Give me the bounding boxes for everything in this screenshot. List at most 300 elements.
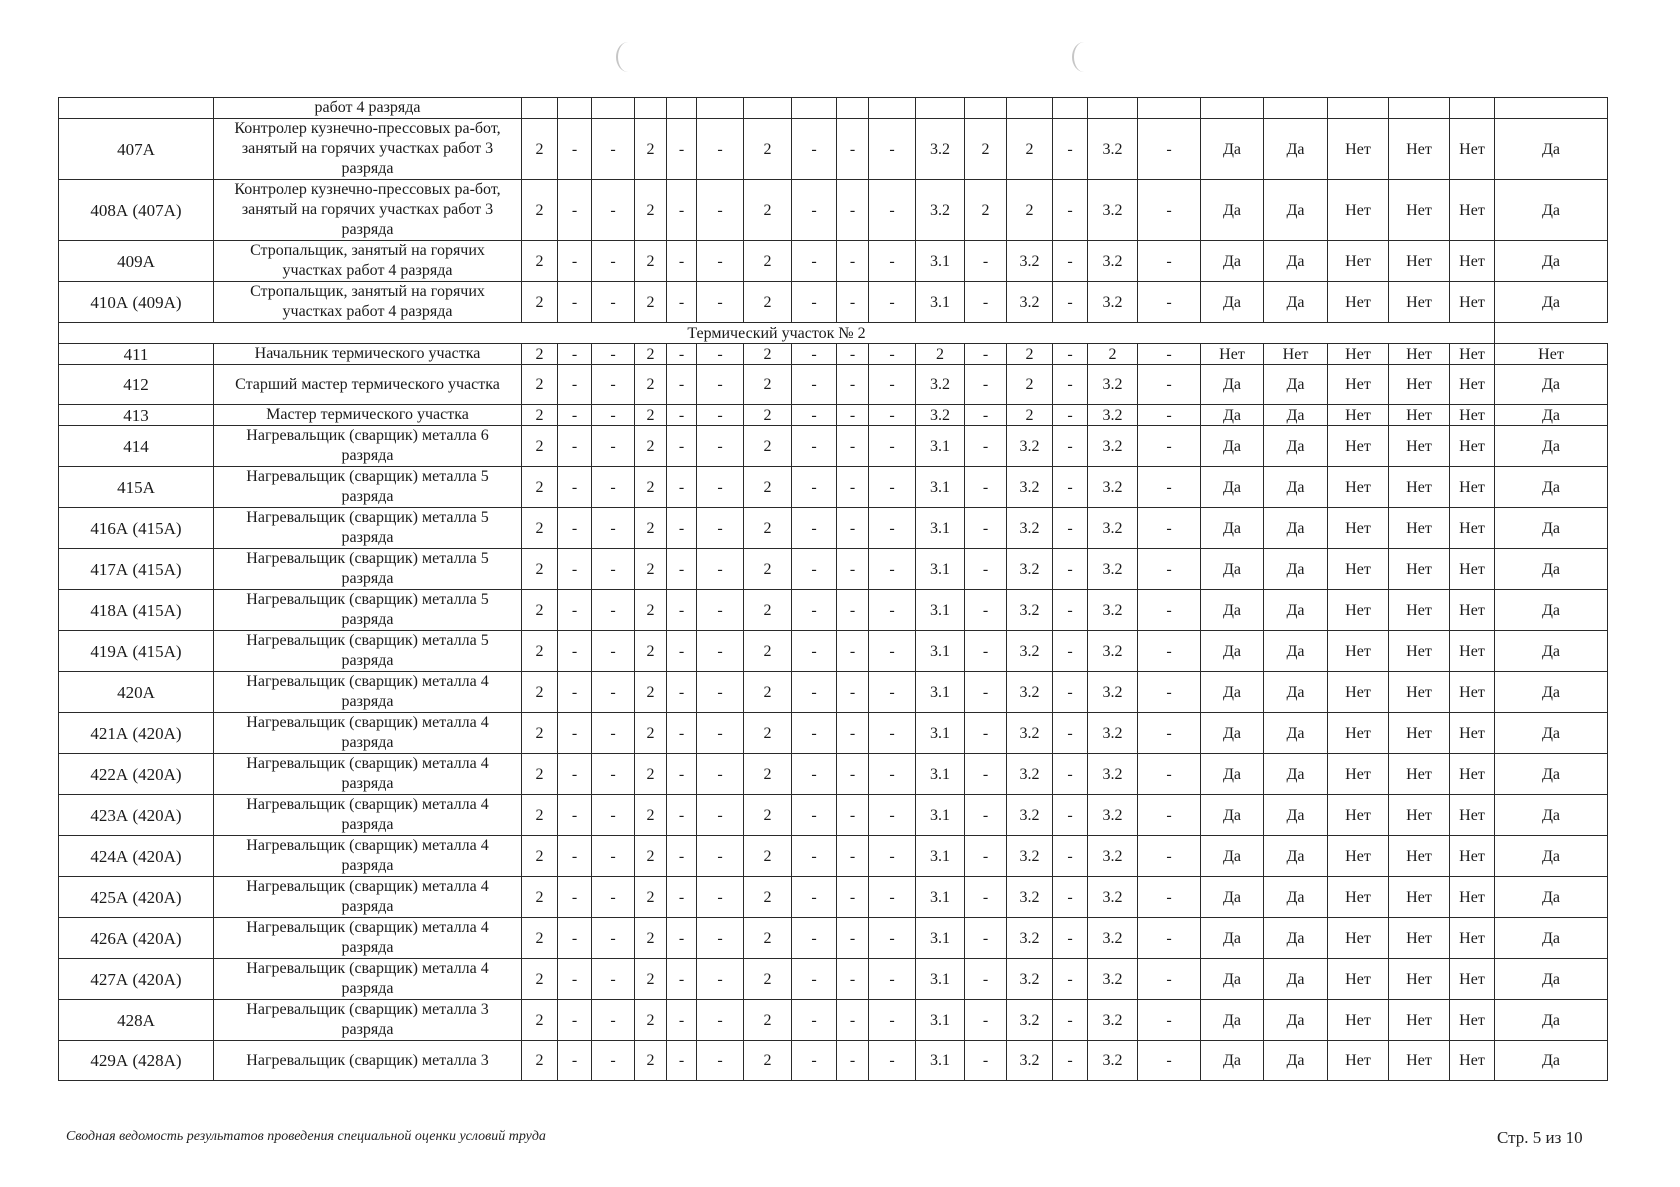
class-value-cell: - [837, 549, 869, 590]
class-value-cell: 3.2 [1007, 918, 1053, 959]
yes-no-cell: Да [1264, 426, 1328, 467]
class-value-cell: 3.1 [916, 877, 965, 918]
yes-no-cell: Нет [1495, 344, 1608, 365]
yes-no-cell [1389, 98, 1450, 119]
class-value-cell: - [837, 1041, 869, 1081]
class-value-cell: - [837, 282, 869, 323]
class-value-cell: 3.2 [1088, 549, 1138, 590]
section-title: Термический участок № 2 [59, 323, 1495, 344]
yes-no-cell: Нет [1328, 959, 1389, 1000]
class-value-cell: - [837, 344, 869, 365]
class-value-cell: - [965, 365, 1007, 405]
workplace-number: 413 [59, 405, 214, 426]
class-value-cell: 2 [522, 405, 558, 426]
class-value-cell: 3.1 [916, 549, 965, 590]
class-value-cell: - [697, 918, 744, 959]
class-value-cell: - [792, 877, 837, 918]
class-value-cell: - [558, 672, 592, 713]
class-value-cell: 3.2 [916, 405, 965, 426]
class-value-cell: - [667, 405, 697, 426]
class-value-cell: 2 [522, 836, 558, 877]
class-value-cell [1138, 98, 1201, 119]
yes-no-cell: Нет [1328, 405, 1389, 426]
class-value-cell: - [592, 241, 635, 282]
position-name: Нагревальщик (сварщик) металла 6 разряда [214, 426, 522, 467]
class-value-cell: - [667, 877, 697, 918]
class-value-cell: - [837, 180, 869, 241]
class-value-cell: - [965, 713, 1007, 754]
yes-no-cell: Нет [1389, 836, 1450, 877]
class-value-cell: - [558, 119, 592, 180]
class-value-cell: - [667, 426, 697, 467]
class-value-cell: - [558, 959, 592, 1000]
class-value-cell: 2 [635, 672, 667, 713]
class-value-cell: 2 [744, 508, 792, 549]
class-value-cell: - [869, 877, 916, 918]
yes-no-cell: Нет [1389, 590, 1450, 631]
class-value-cell: - [1138, 754, 1201, 795]
class-value-cell: - [869, 508, 916, 549]
class-value-cell: - [965, 241, 1007, 282]
yes-no-cell: Да [1495, 508, 1608, 549]
table-row [59, 795, 1608, 836]
class-value-cell: 3.1 [916, 754, 965, 795]
class-value-cell: 2 [635, 1000, 667, 1041]
class-value-cell: - [837, 426, 869, 467]
class-value-cell: - [592, 836, 635, 877]
yes-no-cell: Да [1201, 713, 1264, 754]
class-value-cell: - [558, 467, 592, 508]
class-value-cell: - [697, 959, 744, 1000]
class-value-cell: 2 [522, 241, 558, 282]
class-value-cell: - [1053, 180, 1088, 241]
class-value-cell: - [558, 241, 592, 282]
class-value-cell: 2 [522, 1000, 558, 1041]
class-value-cell: 2 [744, 241, 792, 282]
class-value-cell: 2 [635, 365, 667, 405]
position-name: Нагревальщик (сварщик) металла 4 разряда [214, 959, 522, 1000]
class-value-cell: - [869, 180, 916, 241]
yes-no-cell: Да [1201, 918, 1264, 959]
class-value-cell [667, 98, 697, 119]
class-value-cell: - [1138, 405, 1201, 426]
class-value-cell: 2 [744, 344, 792, 365]
yes-no-cell: Да [1264, 119, 1328, 180]
yes-no-cell: Нет [1328, 180, 1389, 241]
yes-no-cell: Да [1201, 1041, 1264, 1081]
class-value-cell [869, 98, 916, 119]
class-value-cell: - [558, 405, 592, 426]
class-value-cell: 3.2 [1088, 672, 1138, 713]
class-value-cell: - [1053, 713, 1088, 754]
class-value-cell: - [965, 631, 1007, 672]
class-value-cell: - [558, 795, 592, 836]
workplace-number: 425А (420А) [59, 877, 214, 918]
table-row [59, 549, 1608, 590]
yes-no-cell: Нет [1328, 590, 1389, 631]
position-name: Стропальщик, занятый на горячих участках работ 4 разряда [214, 241, 522, 282]
class-value-cell: - [558, 549, 592, 590]
yes-no-cell [1201, 98, 1264, 119]
yes-no-cell: Да [1264, 1000, 1328, 1041]
workplace-number: 418А (415А) [59, 590, 214, 631]
class-value-cell: - [837, 959, 869, 1000]
class-value-cell: - [558, 344, 592, 365]
class-value-cell: - [1138, 1000, 1201, 1041]
class-value-cell: 3.2 [1088, 1041, 1138, 1081]
class-value-cell: - [1053, 241, 1088, 282]
class-value-cell: - [1053, 795, 1088, 836]
class-value-cell: 2 [1007, 119, 1053, 180]
yes-no-cell: Нет [1389, 467, 1450, 508]
class-value-cell: - [837, 365, 869, 405]
class-value-cell: - [869, 754, 916, 795]
class-value-cell: 3.2 [1088, 365, 1138, 405]
class-value-cell: 3.2 [916, 119, 965, 180]
class-value-cell: - [792, 631, 837, 672]
workplace-number: 408А (407А) [59, 180, 214, 241]
class-value-cell: 2 [522, 713, 558, 754]
class-value-cell: - [558, 365, 592, 405]
class-value-cell: 2 [744, 918, 792, 959]
table-row [59, 98, 1608, 119]
section-header-row [59, 323, 1608, 344]
class-value-cell: 2 [744, 836, 792, 877]
class-value-cell: 3.2 [1088, 119, 1138, 180]
class-value-cell: - [837, 795, 869, 836]
yes-no-cell: Да [1495, 119, 1608, 180]
class-value-cell: 3.2 [1088, 508, 1138, 549]
yes-no-cell: Да [1201, 426, 1264, 467]
class-value-cell: - [667, 549, 697, 590]
yes-no-cell: Нет [1389, 631, 1450, 672]
class-value-cell: - [792, 241, 837, 282]
class-value-cell: - [592, 365, 635, 405]
class-value-cell: 2 [635, 959, 667, 1000]
class-value-cell: 2 [522, 119, 558, 180]
workplace-number: 409А [59, 241, 214, 282]
class-value-cell: 2 [635, 405, 667, 426]
workplace-number: 429А (428А) [59, 1041, 214, 1081]
class-value-cell: 2 [522, 1041, 558, 1081]
yes-no-cell: Да [1264, 672, 1328, 713]
position-name: Нагревальщик (сварщик) металла 4 разряда [214, 836, 522, 877]
yes-no-cell: Да [1264, 754, 1328, 795]
class-value-cell: - [792, 405, 837, 426]
position-name: Нагревальщик (сварщик) металла 4 разряда [214, 877, 522, 918]
class-value-cell: - [697, 365, 744, 405]
class-value-cell: - [1053, 590, 1088, 631]
class-value-cell: - [667, 713, 697, 754]
punch-hole-mark [1072, 42, 1096, 72]
yes-no-cell: Да [1264, 180, 1328, 241]
class-value-cell: 2 [635, 180, 667, 241]
class-value-cell [1088, 98, 1138, 119]
workplace-number: 419А (415А) [59, 631, 214, 672]
class-value-cell: 2 [522, 672, 558, 713]
class-value-cell: 2 [635, 631, 667, 672]
class-value-cell: - [1053, 631, 1088, 672]
class-value-cell: - [592, 959, 635, 1000]
class-value-cell: - [869, 119, 916, 180]
class-value-cell: - [558, 1041, 592, 1081]
class-value-cell: 3.1 [916, 713, 965, 754]
position-name: Нагревальщик (сварщик) металла 5 разряда [214, 631, 522, 672]
yes-no-cell: Да [1264, 282, 1328, 323]
class-value-cell: 2 [1007, 180, 1053, 241]
class-value-cell: 3.2 [1007, 590, 1053, 631]
yes-no-cell: Нет [1389, 426, 1450, 467]
class-value-cell: 2 [635, 713, 667, 754]
yes-no-cell: Нет [1450, 119, 1495, 180]
class-value-cell: - [869, 836, 916, 877]
yes-no-cell: Да [1264, 508, 1328, 549]
class-value-cell: - [592, 508, 635, 549]
class-value-cell: - [869, 1041, 916, 1081]
class-value-cell: - [667, 1000, 697, 1041]
class-value-cell: 2 [744, 282, 792, 323]
class-value-cell: 2 [744, 365, 792, 405]
yes-no-cell: Да [1495, 672, 1608, 713]
yes-no-cell: Да [1201, 467, 1264, 508]
yes-no-cell: Да [1201, 180, 1264, 241]
class-value-cell: - [1053, 754, 1088, 795]
class-value-cell: 3.1 [916, 426, 965, 467]
class-value-cell: - [1138, 426, 1201, 467]
class-value-cell: - [592, 1000, 635, 1041]
class-value-cell: - [965, 590, 1007, 631]
yes-no-cell: Да [1495, 180, 1608, 241]
position-name: Стропальщик, занятый на горячих участках работ 4 разряда [214, 282, 522, 323]
class-value-cell: - [697, 877, 744, 918]
yes-no-cell: Нет [1264, 344, 1328, 365]
class-value-cell: - [1138, 590, 1201, 631]
class-value-cell: 2 [522, 795, 558, 836]
class-value-cell [792, 98, 837, 119]
yes-no-cell: Нет [1328, 549, 1389, 590]
class-value-cell: - [592, 344, 635, 365]
class-value-cell: 2 [744, 877, 792, 918]
yes-no-cell: Да [1201, 405, 1264, 426]
class-value-cell [916, 98, 965, 119]
class-value-cell: 3.2 [1007, 836, 1053, 877]
yes-no-cell: Нет [1389, 119, 1450, 180]
class-value-cell: 2 [1088, 344, 1138, 365]
class-value-cell: - [1138, 836, 1201, 877]
punch-hole-mark [616, 42, 640, 72]
class-value-cell: - [1053, 918, 1088, 959]
yes-no-cell [1450, 98, 1495, 119]
yes-no-cell: Нет [1389, 672, 1450, 713]
class-value-cell: - [558, 1000, 592, 1041]
yes-no-cell: Нет [1389, 754, 1450, 795]
class-value-cell: - [965, 754, 1007, 795]
class-value-cell: - [837, 918, 869, 959]
class-value-cell: 2 [522, 344, 558, 365]
yes-no-cell: Да [1264, 959, 1328, 1000]
workplace-number: 415А [59, 467, 214, 508]
class-value-cell: - [697, 590, 744, 631]
class-value-cell: - [869, 918, 916, 959]
class-value-cell: - [1053, 549, 1088, 590]
class-value-cell [635, 98, 667, 119]
position-name: Нагревальщик (сварщик) металла 5 разряда [214, 590, 522, 631]
position-name: работ 4 разряда [214, 98, 522, 119]
class-value-cell: - [1053, 467, 1088, 508]
yes-no-cell: Нет [1328, 365, 1389, 405]
class-value-cell: 3.1 [916, 590, 965, 631]
yes-no-cell: Нет [1328, 119, 1389, 180]
class-value-cell: 3.2 [1088, 1000, 1138, 1041]
class-value-cell: - [869, 631, 916, 672]
class-value-cell: - [869, 365, 916, 405]
table-row [59, 1041, 1608, 1081]
class-value-cell: 3.1 [916, 1041, 965, 1081]
yes-no-cell: Да [1201, 672, 1264, 713]
class-value-cell: - [1138, 1041, 1201, 1081]
class-value-cell: 3.1 [916, 631, 965, 672]
class-value-cell: 2 [635, 877, 667, 918]
class-value-cell: - [592, 282, 635, 323]
class-value-cell: - [837, 241, 869, 282]
yes-no-cell: Нет [1450, 877, 1495, 918]
position-name: Нагревальщик (сварщик) металла 3 разряда [214, 1000, 522, 1041]
yes-no-cell: Нет [1389, 918, 1450, 959]
class-value-cell: 2 [522, 754, 558, 795]
yes-no-cell: Да [1264, 877, 1328, 918]
class-value-cell: 2 [522, 877, 558, 918]
workplace-number: 423А (420А) [59, 795, 214, 836]
class-value-cell: 2 [635, 282, 667, 323]
class-value-cell: - [667, 241, 697, 282]
yes-no-cell: Нет [1328, 754, 1389, 795]
table-row [59, 590, 1608, 631]
yes-no-cell: Нет [1450, 467, 1495, 508]
class-value-cell: - [667, 467, 697, 508]
workplace-number: 428А [59, 1000, 214, 1041]
class-value-cell: 2 [744, 672, 792, 713]
class-value-cell: 3.1 [916, 508, 965, 549]
table-row [59, 282, 1608, 323]
yes-no-cell: Да [1201, 754, 1264, 795]
yes-no-cell: Нет [1328, 836, 1389, 877]
yes-no-cell: Нет [1328, 631, 1389, 672]
yes-no-cell: Нет [1328, 467, 1389, 508]
class-value-cell: - [667, 282, 697, 323]
class-value-cell: - [837, 713, 869, 754]
yes-no-cell: Да [1201, 590, 1264, 631]
class-value-cell: - [1138, 344, 1201, 365]
table-row [59, 180, 1608, 241]
yes-no-cell: Да [1201, 631, 1264, 672]
class-value-cell: - [837, 590, 869, 631]
class-value-cell: - [1138, 282, 1201, 323]
table-row [59, 672, 1608, 713]
yes-no-cell: Нет [1389, 344, 1450, 365]
table-row [59, 405, 1608, 426]
class-value-cell: - [667, 1041, 697, 1081]
position-name: Нагревальщик (сварщик) металла 4 разряда [214, 754, 522, 795]
class-value-cell: - [667, 365, 697, 405]
class-value-cell: - [592, 590, 635, 631]
class-value-cell: 2 [965, 180, 1007, 241]
yes-no-cell: Да [1264, 549, 1328, 590]
table-row [59, 365, 1608, 405]
yes-no-cell: Нет [1450, 282, 1495, 323]
class-value-cell: - [792, 282, 837, 323]
class-value-cell: - [792, 590, 837, 631]
class-value-cell: - [837, 877, 869, 918]
class-value-cell: 2 [916, 344, 965, 365]
class-value-cell: 3.2 [1088, 426, 1138, 467]
class-value-cell: 2 [635, 467, 667, 508]
class-value-cell: - [697, 795, 744, 836]
yes-no-cell: Нет [1450, 508, 1495, 549]
class-value-cell: - [592, 713, 635, 754]
class-value-cell: 3.2 [1007, 467, 1053, 508]
class-value-cell: - [1053, 344, 1088, 365]
class-value-cell: 3.1 [916, 241, 965, 282]
yes-no-cell: Да [1495, 241, 1608, 282]
class-value-cell: - [558, 282, 592, 323]
class-value-cell: - [792, 959, 837, 1000]
class-value-cell: - [558, 877, 592, 918]
class-value-cell: - [869, 405, 916, 426]
yes-no-cell: Да [1201, 508, 1264, 549]
class-value-cell: - [869, 959, 916, 1000]
yes-no-cell: Да [1201, 241, 1264, 282]
class-value-cell: - [792, 672, 837, 713]
yes-no-cell: Да [1495, 590, 1608, 631]
class-value-cell: - [837, 119, 869, 180]
yes-no-cell: Нет [1328, 344, 1389, 365]
class-value-cell: - [667, 754, 697, 795]
class-value-cell: 2 [1007, 405, 1053, 426]
class-value-cell: 2 [522, 508, 558, 549]
class-value-cell: 2 [744, 1000, 792, 1041]
position-name: Начальник термического участка [214, 344, 522, 365]
class-value-cell: - [869, 549, 916, 590]
class-value-cell: - [558, 590, 592, 631]
class-value-cell: - [965, 959, 1007, 1000]
class-value-cell: 2 [744, 549, 792, 590]
class-value-cell: 2 [635, 754, 667, 795]
class-value-cell: - [558, 713, 592, 754]
class-value-cell: - [792, 365, 837, 405]
class-value-cell: 2 [522, 590, 558, 631]
table-row [59, 631, 1608, 672]
class-value-cell: 3.2 [1007, 631, 1053, 672]
class-value-cell [558, 98, 592, 119]
class-value-cell: 2 [965, 119, 1007, 180]
class-value-cell: - [592, 180, 635, 241]
class-value-cell: - [965, 836, 1007, 877]
class-value-cell: - [592, 631, 635, 672]
yes-no-cell: Да [1264, 836, 1328, 877]
class-value-cell: - [965, 1041, 1007, 1081]
class-value-cell: - [697, 119, 744, 180]
class-value-cell: 3.2 [1007, 959, 1053, 1000]
yes-no-cell: Нет [1450, 672, 1495, 713]
yes-no-cell: Да [1264, 713, 1328, 754]
yes-no-cell: Да [1264, 1041, 1328, 1081]
table-row [59, 713, 1608, 754]
class-value-cell: 3.2 [1007, 877, 1053, 918]
class-value-cell: 3.2 [1007, 754, 1053, 795]
class-value-cell: - [667, 918, 697, 959]
class-value-cell: - [697, 754, 744, 795]
class-value-cell: 3.2 [916, 180, 965, 241]
